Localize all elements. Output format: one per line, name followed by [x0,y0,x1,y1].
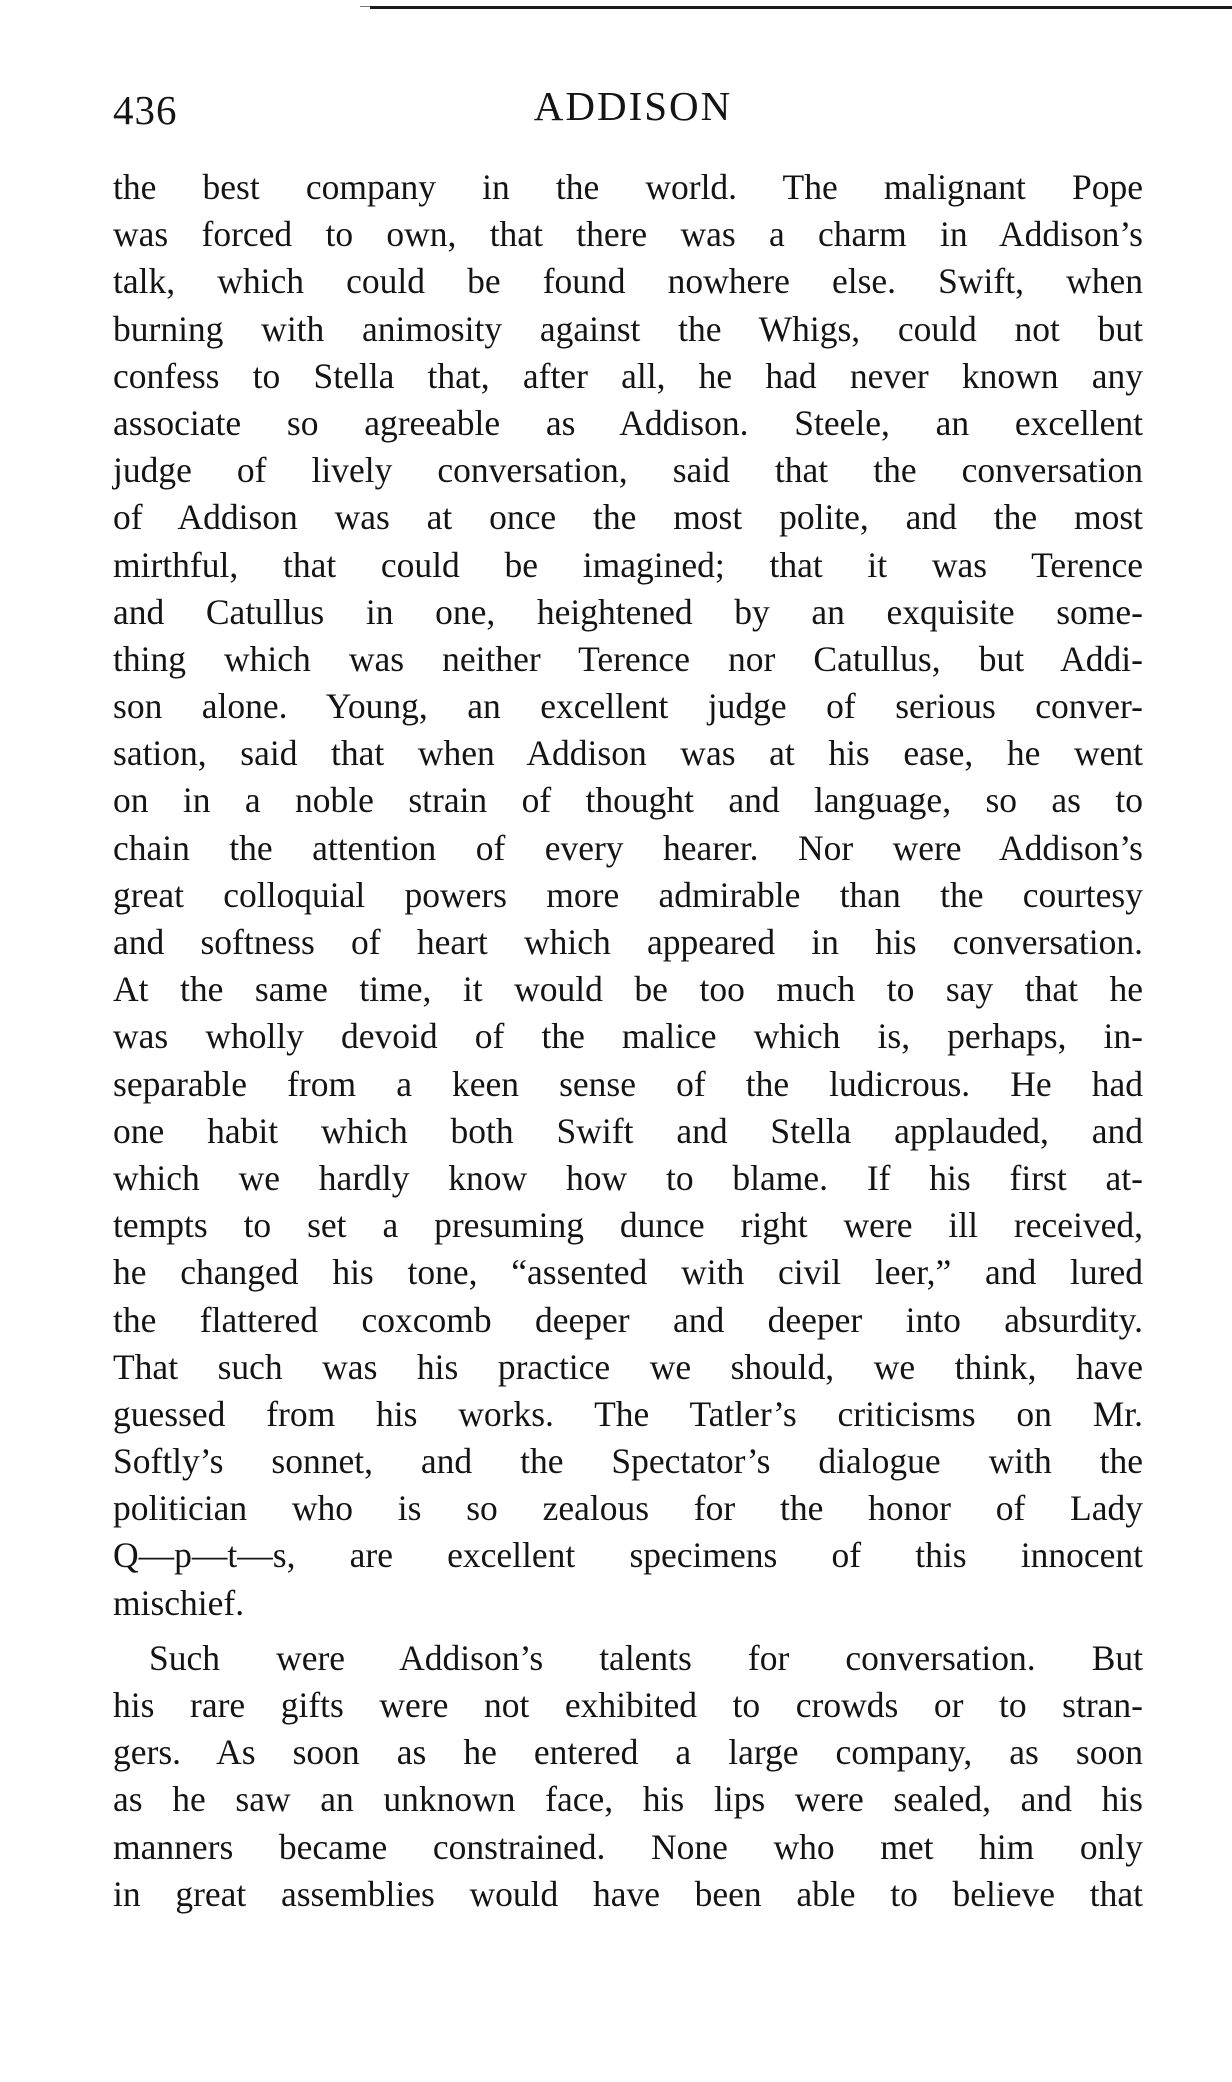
text-line: the best company in the world. The malignant Pope [113,167,1143,207]
text-line: manners became constrained. None who met him only [113,1826,1143,1867]
text-line: That such was his practice we should, we think, have [113,1346,1143,1387]
running-title: ADDISON [533,83,733,129]
top-edge-rule [370,6,1232,9]
text-line: burning with animosity against the Whigs, could not but [113,308,1143,349]
text-line: his rare gifts were not exhibited to crowds or to stran- [113,1685,1143,1725]
text-line: on in a noble strain of thought and language, so as to [113,780,1143,821]
text-line: thing which was neither Terence nor Catullus, but Addi- [113,638,1143,679]
page-header [113,82,1153,138]
text-line: chain the attention of every hearer. Nor were Addison’s [113,827,1143,868]
text-line: Softly’s sonnet, and the Spectator’s dialogue with the [113,1441,1143,1482]
body-text [113,164,1143,1918]
text-line: son alone. Young, an excellent judge of serious conver- [113,686,1143,727]
text-line: and Catullus in one, heightened by an exquisite some- [113,591,1143,632]
page-number: 436 [113,87,178,133]
text-line: associate so agreeable as Addison. Steele, an excellent [113,402,1143,443]
text-line: which we hardly know how to blame. If his first at- [113,1157,1143,1198]
text-line: sation, said that when Addison was at his ease, he went [113,733,1143,774]
text-line: mischief. [113,1582,245,1623]
text-line: was wholly devoid of the malice which is, perhaps, in- [113,1016,1143,1057]
paragraph-2 [113,1635,1143,1918]
text-line: great colloquial powers more admirable than the courtesy [113,874,1143,915]
text-line: politician who is so zealous for the honor of Lady [113,1488,1143,1529]
text-line: confess to Stella that, after all, he had never known any [113,355,1143,396]
text-line: talk, which could be found nowhere else. Swift, when [113,261,1143,302]
text-line: of Addison was at once the most polite, and the most [113,497,1143,538]
paragraph-1 [113,164,1143,1627]
text-line: gers. As soon as he entered a large company, as soon [113,1732,1143,1773]
text-line: mirthful, that could be imagined; that it was Terence [113,544,1143,585]
text-line: was forced to own, that there was a charm in Addison’s [113,214,1143,255]
text-line: guessed from his works. The Tatler’s criticisms on Mr. [113,1393,1143,1434]
text-line: Q—p—t—s, are excellent specimens of this innocent [113,1535,1143,1576]
text-line: and softness of heart which appeared in his conversation. [113,922,1143,962]
text-line: as he saw an unknown face, his lips were sealed, and his [113,1779,1143,1820]
text-line: separable from a keen sense of the ludicrous. He had [113,1063,1143,1104]
text-line: judge of lively conversation, said that the conversation [113,450,1143,491]
text-line: tempts to set a presuming dunce right were ill received, [113,1205,1143,1246]
text-line: he changed his tone, “assented with civil leer,” and lured [113,1252,1143,1293]
text-line: in great assemblies would have been able to believe that [113,1873,1143,1914]
text-line: Such were Addison’s talents for conversation. But [149,1637,1143,1678]
text-line: the flattered coxcomb deeper and deeper into absurdity. [113,1299,1143,1340]
text-line: one habit which both Swift and Stella applauded, and [113,1110,1143,1151]
text-line: At the same time, it would be too much to say that he [113,969,1143,1010]
